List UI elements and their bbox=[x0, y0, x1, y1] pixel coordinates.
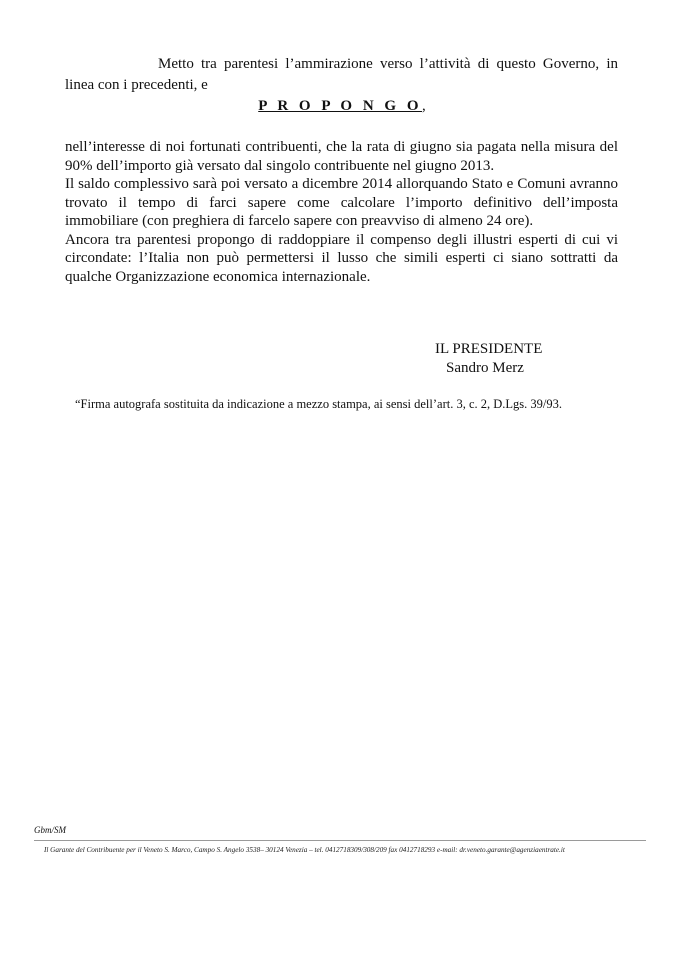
propongo-word: P R O P O N G O bbox=[258, 98, 422, 114]
signature-block bbox=[435, 340, 542, 378]
signature-title: IL PRESIDENTE bbox=[435, 341, 543, 357]
signature-note: “Firma autografa sostituita da indicazione a mezzo stampa, ai sensi dell’art. 3, c. 2, D.Lgs. 39/93. bbox=[75, 397, 563, 411]
footer-address: Il Garante del Contribuente per il Veneto S. Marco, Campo S. Angelo 3538– 30124 Venezia – tel. 0412718309/308/209 fax 0412718293 e-mail: dr.veneto.garante@agenziaentrate.it bbox=[44, 846, 565, 854]
footer-divider bbox=[34, 840, 646, 841]
propongo-comma: , bbox=[422, 98, 426, 114]
body-paragraph-3: Ancora tra parentesi propongo di raddoppiare il compenso degli illustri esperti di cui vi circondate: l’Italia non può permettersi il lusso che simili esperti ci siano sottratti da qualche Organizzazione economica internazionale. bbox=[65, 231, 618, 285]
body-paragraph-1: nell’interesse di noi fortunati contribuenti, che la rata di giugno sia pagata nella misura del 90% dell’importo già versato dal singolo contribuente nel giugno 2013. bbox=[65, 139, 618, 174]
opening-text: Metto tra parentesi l’ammirazione verso l’attività di questo Governo, in linea con i precedenti, e bbox=[65, 56, 618, 93]
propongo-heading bbox=[0, 96, 684, 116]
footer-initials: Gbm/SM bbox=[34, 825, 66, 835]
body-paragraph-2: Il saldo complessivo sarà poi versato a dicembre 2014 allorquando Stato e Comuni avranno trovato il tempo di farci sapere come calcolare l’importo definitivo dell’imposta immobiliare (con preghiera di farcelo sapere con preavviso di almeno 24 ore). bbox=[65, 176, 618, 229]
signature-name: Sandro Merz bbox=[446, 360, 524, 376]
letter-body bbox=[65, 138, 618, 286]
opening-paragraph bbox=[65, 54, 618, 96]
